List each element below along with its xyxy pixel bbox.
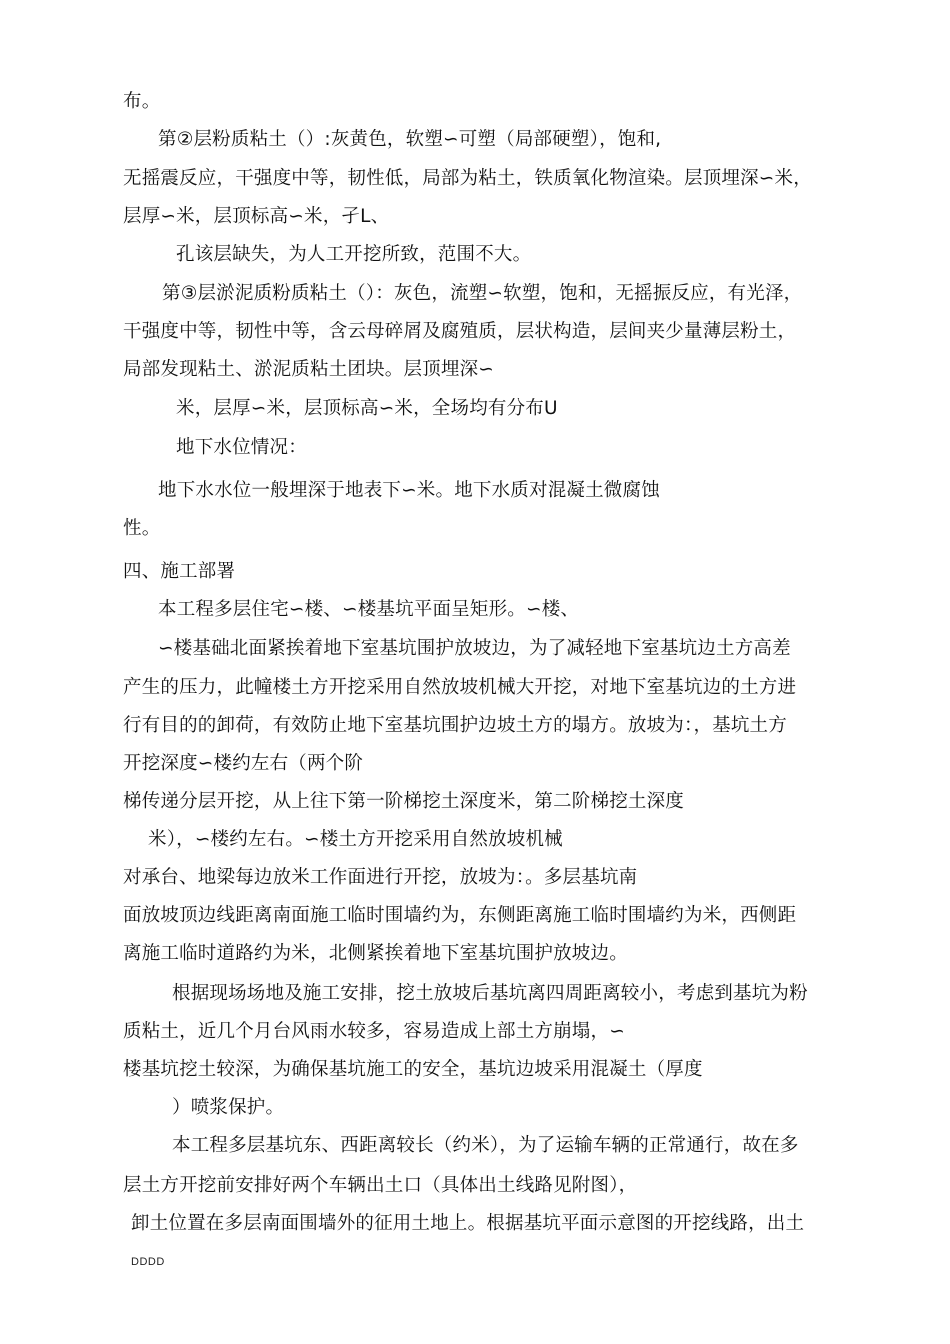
text-line: 第②层粉质粘土（）:灰黄色，软塑∽可塑（局部硬塑），饱和, [158,129,662,150]
text-line: 产生的压力，此幢楼土方开挖采用自然放坡机械大开挖，对地下室基坑边的土方进 [123,677,797,698]
text-line: 对承台、地梁每边放米工作面进行开挖，放坡为：。多层基坑南 [123,867,638,888]
text-line: 无摇震反应，干强度中等，韧性低，局部为粘土，铁质氧化物渲染。层顶埋深∽米， [123,168,812,189]
text-line: 本工程多层住宅∽楼、∽楼基坑平面呈矩形。∽楼、 [158,599,580,620]
text-line: 根据现场场地及施工安排，挖土放坡后基坑离四周距离较小，考虑到基坑为粉 [172,983,808,1004]
text-line: 面放坡顶边线距离南面施工临时围墙约为，东侧距离施工临时围墙约为米，西侧距 [123,905,797,926]
text-line: 第③层淤泥质粉质粘土（）：灰色，流塑∽软塑，饱和，无摇振反应，有光泽， [162,283,803,304]
text-line: 开挖深度∽楼约左右（两个阶 [123,753,364,774]
text-line: 孔该层缺失，为人工开挖所致，范围不大。 [176,244,532,265]
text-line: 干强度中等，韧性中等，含云母碎屑及腐殖质，层状构造，层间夹少量薄层粉土， [123,321,797,342]
text-line: 地下水水位一般埋深于地表下∽米。地下水质对混凝土微腐蚀 [158,480,660,501]
text-line: 离施工临时道路约为米，北侧紧挨着地下室基坑围护放坡边。 [123,943,628,964]
text-line: ）喷浆保护。 [172,1097,285,1118]
text-line: 行有目的的卸荷，有效防止地下室基坑围护边坡土方的塌方。放坡为：，基坑土方 [123,715,787,736]
text-line: 质粘土，近几个月台风雨水较多，容易造成上部土方崩塌，∽ [123,1021,625,1042]
page-footer: DDDD [131,1256,165,1268]
text-line: 本工程多层基坑东、西距离较长（约米），为了运输车辆的正常通行，故在多 [172,1135,799,1156]
text-line: 卸土位置在多层南面围墙外的征用土地上。根据基坑平面示意图的开挖线路，出土 [131,1213,805,1234]
text-line: 层土方开挖前安排好两个车辆出土口（具体出土线路见附图）， [123,1175,638,1196]
text-line: 局部发现粘土、淤泥质粘土团块。层顶埋深∽ [123,359,495,380]
text-line: 层厚∽米，层顶标高∽米，孑L、 [123,206,390,227]
text-line: 地下水位情况： [176,437,307,458]
text-line: 性。 [123,518,161,539]
text-line: 布。 [123,91,161,112]
text-line: 楼基坑挖土较深，为确保基坑施工的安全，基坑边坡采用混凝土（厚度 [123,1059,703,1080]
section-heading: 四、施工部署 [123,561,236,582]
text-line: ∽楼基础北面紧挨着地下室基坑围护放坡边，为了减轻地下室基坑边土方高差 [158,638,791,659]
text-line: 米，层厚∽米，层顶标高∽米，全场均有分布U [176,398,558,419]
text-line: 米），∽楼约左右。∽楼土方开挖采用自然放坡机械 [148,829,563,850]
text-line: 梯传递分层开挖，从上往下第一阶梯挖土深度米，第二阶梯挖土深度 [123,791,685,812]
